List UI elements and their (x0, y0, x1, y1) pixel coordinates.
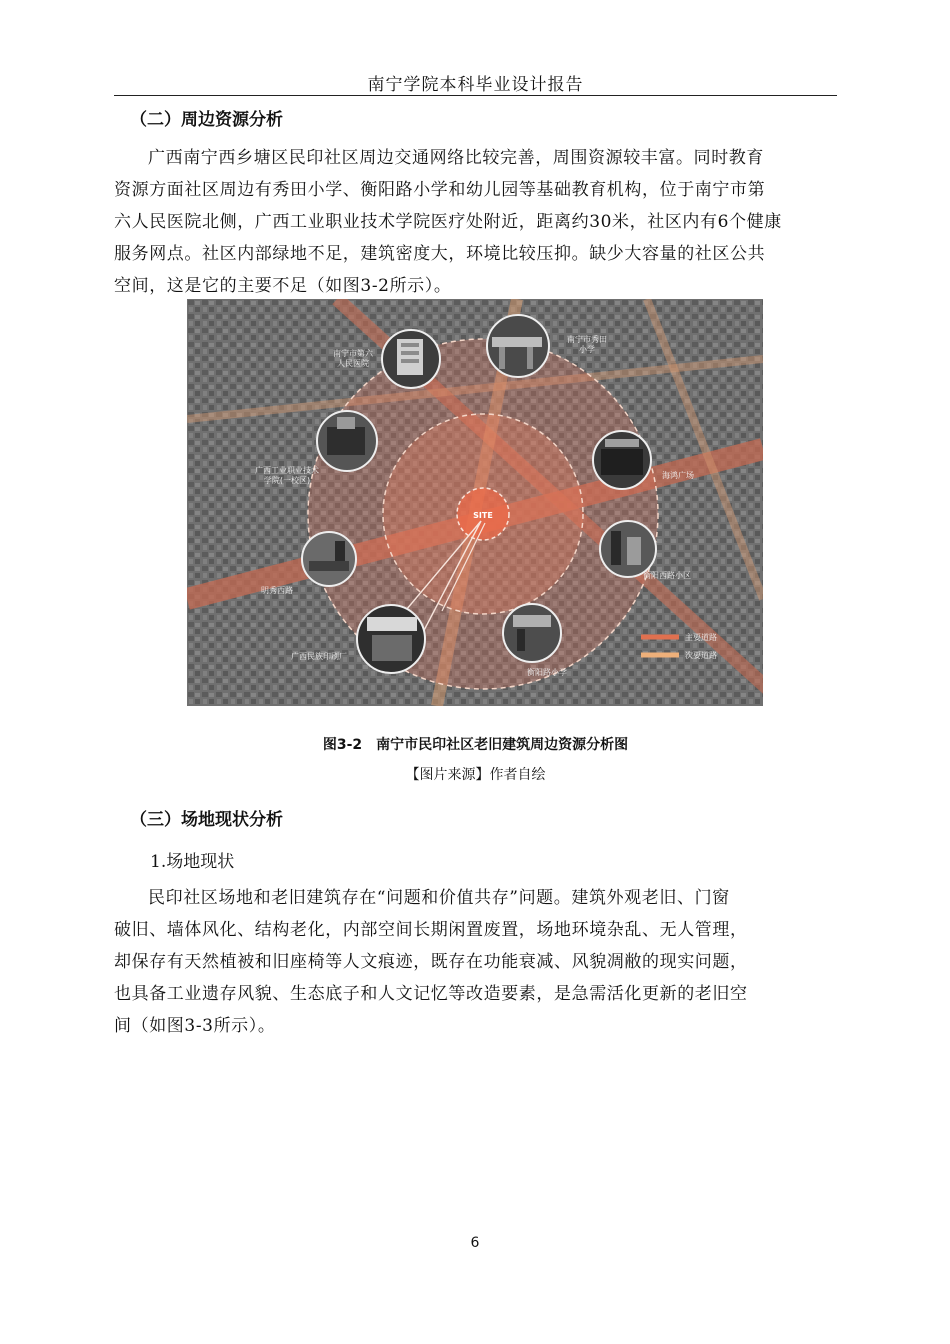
resource-analysis-map (187, 299, 763, 706)
place-label: 海鸿广场 (662, 471, 694, 480)
photo-college (317, 411, 377, 471)
place-label: 南宁市秀田小学 (567, 335, 607, 354)
place-label: 广西工业职业技术学院(一校区) (255, 466, 319, 485)
legend-label: 次要道路 (685, 651, 717, 660)
paragraph-line: 广西南宁西乡塘区民印社区周边交通网络比较完善，周围资源较丰富。同时教育 (148, 148, 764, 168)
place-label: 衡阳路小学 (527, 668, 567, 677)
site-status-paragraph (114, 882, 837, 1042)
place-label: 广西民族印刷厂 (291, 652, 347, 661)
paragraph-line: 民印社区场地和老旧建筑存在“问题和价值共存”问题。建筑外观老旧、门窗 (148, 888, 730, 908)
paragraph-line: 服务网点。社区内部绿地不足，建筑密度大，环境比较压抑。缺少大容量的社区公共 (114, 244, 766, 264)
paragraph-line: 资源方面社区周边有秀田小学、衡阳路小学和幼儿园等基础教育机构，位于南宁市第 (114, 180, 766, 200)
photo-hengyang-xilu (600, 521, 656, 577)
subheading-site-status: 1.场地现状 (150, 852, 235, 872)
paragraph-line: 却保存有天然植被和旧座椅等人文痕迹，既存在功能衰减、风貌凋敝的现实问题， (114, 952, 748, 972)
place-label: 南宁市第六人民医院 (333, 349, 373, 368)
paragraph-line: 空间，这是它的主要不足（如图3-2所示）。 (114, 276, 452, 296)
figure-source: 【图片来源】作者自绘 (405, 767, 546, 783)
page-header-title: 南宁学院本科毕业设计报告 (367, 75, 584, 95)
paragraph-line: 六人民医院北侧，广西工业职业技术学院医疗处附近，距离约30米，社区内有6个健康 (114, 212, 782, 232)
figure-caption: 图3-2 南宁市民印社区老旧建筑周边资源分析图 (322, 737, 629, 753)
photo-hospital (382, 330, 440, 388)
paragraph-line: 破旧、墙体风化、结构老化，内部空间长期闲置废置，场地环境杂乱、无人管理， (114, 920, 748, 940)
site-label: SITE (473, 511, 493, 520)
section-heading-site: （三）场地现状分析 (130, 810, 283, 830)
photo-printing-factory (357, 605, 425, 673)
page-number: 6 (470, 1235, 480, 1251)
photo-mingxiu-road (302, 532, 356, 586)
resources-paragraph (114, 142, 837, 302)
photo-hengyang-school (503, 604, 561, 662)
paragraph-line: 也具备工业遗存风貌、生态底子和人文记忆等改造要素，是急需活化更新的老旧空 (114, 984, 748, 1004)
place-label: 明秀西路 (261, 586, 293, 595)
photo-haihong-plaza (593, 431, 651, 489)
legend-label: 主要道路 (685, 633, 717, 642)
paragraph-line: 间（如图3-3所示）。 (114, 1016, 276, 1036)
photo-xiutian-school (487, 315, 549, 377)
section-heading-resources: （二）周边资源分析 (130, 110, 283, 130)
place-label: 衡阳西路小区 (643, 571, 691, 580)
header-rule (114, 95, 837, 96)
